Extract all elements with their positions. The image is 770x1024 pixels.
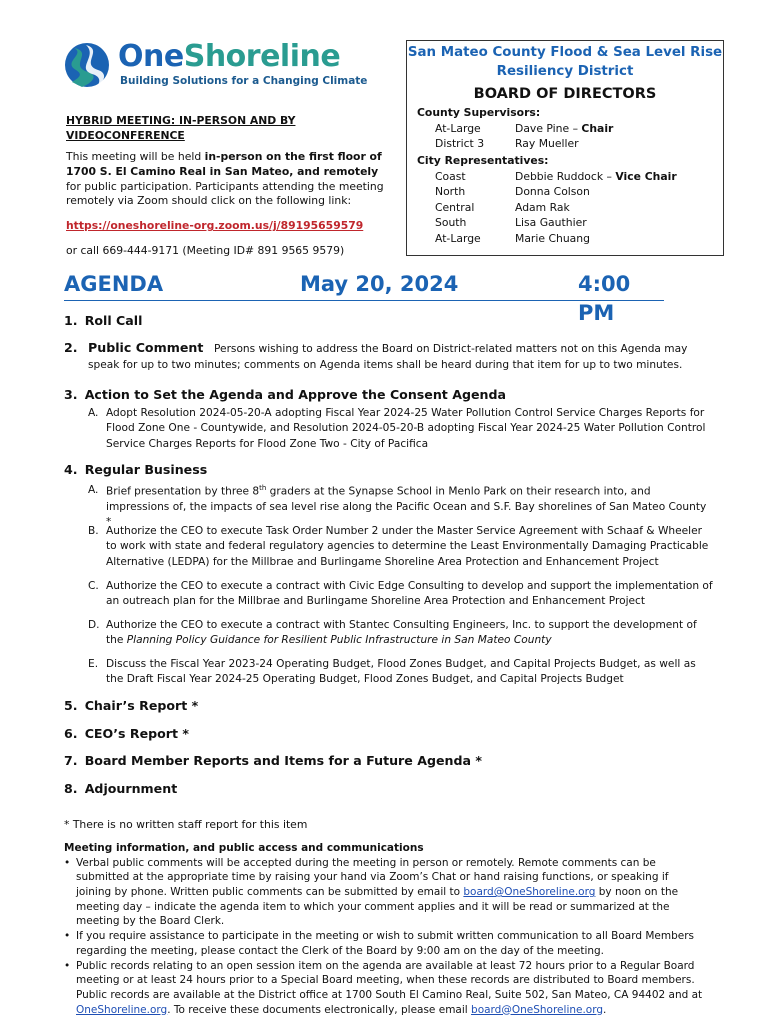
board-email-link[interactable]: board@OneShoreline.org [471,1003,604,1016]
business-item-e: E. Discuss the Fiscal Year 2023-24 Operating Budget, Flood Zones Budget, and Capital Projects Budget, as well as the Draft Fiscal Year 2024-25 Operating Budget, Flood Zones Budget, and Capital Projects Budget [88,658,696,686]
business-item-a: A. Brief presentation by three 8th graders at the Synapse School in Menlo Park on their research into, and impressions of, the impacts of sea level rise along the Pacific Ocean and S.F. Bay shorelines of San Mateo County * [88,484,707,529]
meeting-info [66,114,396,259]
list-item: • Public records relating to an open session item on the agenda are available at least 72 hours prior to a Regular Board meeting or at least 24 hours prior to a Special Board meeting, when these records are distributed to Board members. Public records are available at the District office at 1700 South El Camino Real, Suite 502, San Mateo, CA 94402 and at OneShoreline.org. To receive these documents electronically, please email board@OneShoreline.org. [64,959,703,1016]
agenda-label: AGENDA [64,272,164,296]
business-item-d: D. Authorize the CEO to execute a contract with Stantec Consulting Engineers, Inc. to support the development of the Planning Policy Guidance for Resilient Public Infrastructure in San Mateo County [88,619,697,647]
board-email-link[interactable]: board@OneShoreline.org [463,886,596,899]
member-row: Central Adam Rak [435,200,570,214]
list-item: • If you require assistance to participate in the meeting or wish to submit written communication to all Board Members regarding the meeting, please contact the Clerk of the Board by 9:00 am on the day of the meeting. [64,930,695,957]
wave-logo-icon [64,42,110,88]
list-item: • Verbal public comments will be accepted during the meeting in person or remotely. Remote comments can be submitted at the appropriate time by raising your hand via Zoom’s Chat or hand raising functions, or speaking if joining by phone. Written public comments can be submitted by email to board@OneShoreline.org by noon on the meeting day – indicate the agenda item to which your comment applies and it will be read or summarized at the meeting by the Board Clerk. [64,856,679,928]
business-item-c: C. Authorize the CEO to execute a contract with Civic Edge Consulting to develop and support the implementation of an outreach plan for the Millbrae and Burlingame Shoreline Area Protection and Enhancement Project [88,580,713,608]
agenda-date: May 20, 2024 [300,272,459,296]
agenda-items [64,312,714,804]
member-row: At-Large Marie Chuang [435,231,590,245]
district-name: San Mateo County Flood & Sea Level Rise Resiliency District [407,45,723,80]
business-item-b: B. Authorize the CEO to execute Task Order Number 2 under the Master Service Agreement with Schaaf & Wheeler to work with state and federal regulatory agencies to determine the Least Environmentally Damaging Practicable Alternative (LEDPA) for the Millbrae and Burlingame Shoreline Area Protection and Enhancement Project [88,525,709,568]
oneshoreline-website-link[interactable]: OneShoreline.org [76,1003,168,1016]
agenda-item-regular-business: 4. Regular Business [64,462,208,477]
agenda-item-ceos-report: 6. CEO’s Report * [64,726,190,741]
public-access-info [64,841,704,1017]
agenda-item-roll-call: 1. Roll Call [64,313,143,328]
member-row: North Donna Colson [435,185,590,199]
bullet-icon: • [64,856,71,869]
oneshoreline-logo [64,39,368,96]
member-row: Coast Debbie Ruddock – Vice Chair [435,169,677,183]
bullet-icon: • [64,959,71,972]
agenda-item-consent: 3. Action to Set the Agenda and Approve the Consent Agenda [64,387,506,402]
county-supervisors-label: County Supervisors: [417,105,541,119]
board-of-directors-box [406,40,724,256]
hybrid-meeting-heading: HYBRID MEETING: IN-PERSON AND BY VIDEOCONFERENCE [66,114,296,142]
agenda-item-board-reports: 7. Board Member Reports and Items for a Future Agenda * [64,753,482,768]
logo-wordmark: OneShoreline [118,39,341,74]
board-title: BOARD OF DIRECTORS [473,85,657,102]
agenda-item-public-comment: 2. Public Comment Persons wishing to address the Board on District-related matters not on this Agenda may speak for up to two minutes; comments on Agenda items shall be heard during that item for up to two minutes. [64,340,688,371]
call-in-info: or call 669-444-9171 (Meeting ID# 891 9565 9579) [66,244,345,258]
member-row: District 3 Ray Mueller [435,137,579,151]
consent-item-a: A. Adopt Resolution 2024-05-20-A adopting Fiscal Year 2024-25 Water Pollution Control Service Charges Reports for Flood Zone One - Countywide, and Resolution 2024-05-20-B adopting Fiscal Year 2024-25 Water Pollution Control Service Charges Reports for Flood Zone Two - City of Pacifica [88,407,706,450]
meeting-location-paragraph: This meeting will be held in-person on the first floor of 1700 S. El Camino Real in San Mateo, and remotely for public participation. Participants attending the meeting remotely via Zoom should click on the following link: [66,149,384,208]
member-row: At-Large Dave Pine – Chair [435,121,614,135]
staff-report-footnote: * There is no written staff report for this item [64,818,308,831]
member-row: South Lisa Gauthier [435,216,587,230]
agenda-time: 4:00 PM [578,272,631,325]
agenda-item-adjournment: 8. Adjournment [64,781,178,796]
city-representatives-label: City Representatives: [417,153,549,167]
zoom-link[interactable]: https://oneshoreline-org.zoom.us/j/89195659579 [66,219,364,233]
public-access-heading: Meeting information, and public access and communications [64,842,424,854]
bullet-icon: • [64,930,71,943]
agenda-item-chairs-report: 5. Chair’s Report * [64,698,199,713]
logo-tagline: Building Solutions for a Changing Climate [120,75,368,87]
